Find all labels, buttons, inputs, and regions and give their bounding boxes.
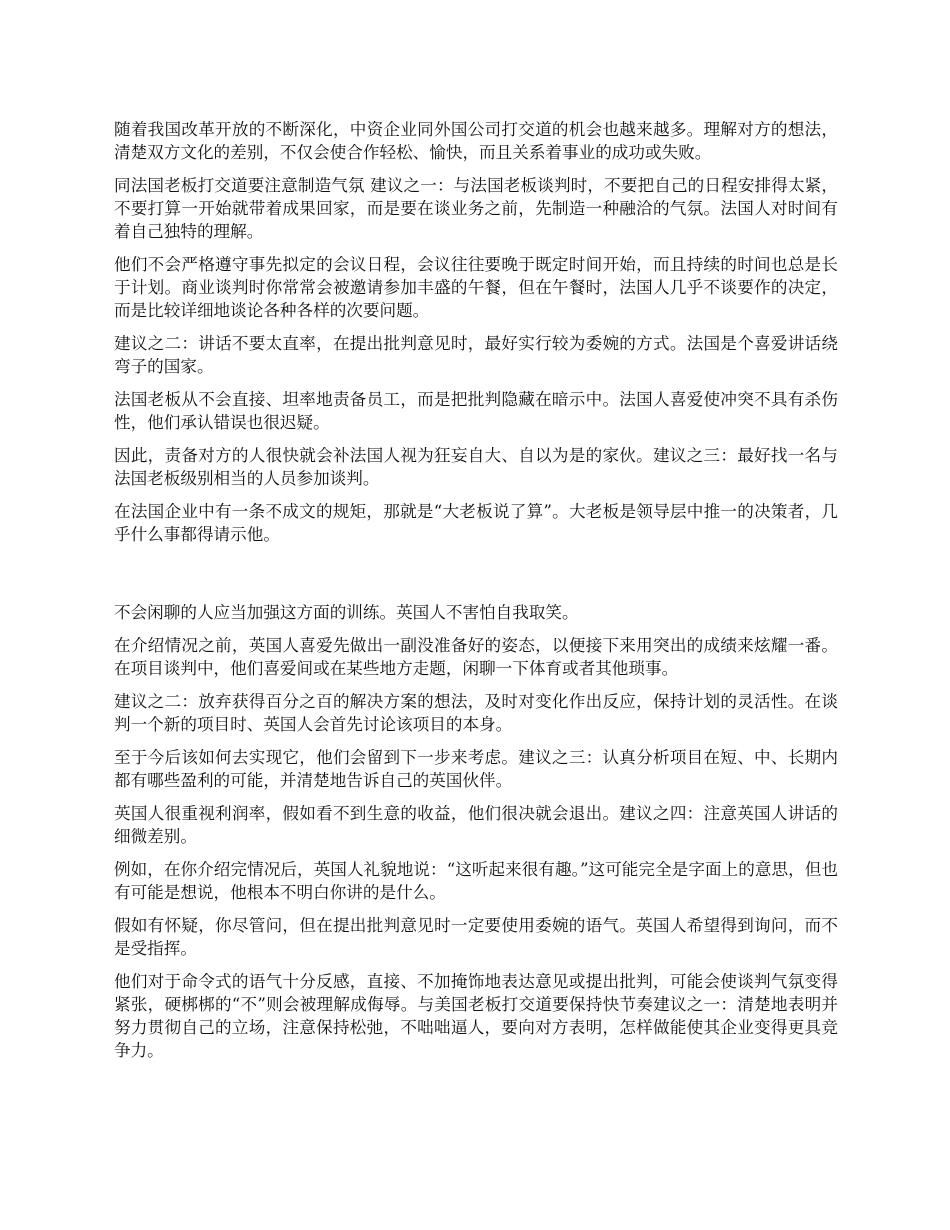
paragraph: 在法国企业中有一条不成文的规矩，那就是“大老板说了算”。大老板是领导层中推一的决策者，几乎什么事都得请示他。 bbox=[114, 502, 838, 544]
section-french-negotiation bbox=[114, 118, 838, 546]
paragraph: 至于今后该如何去实现它，他们会留到下一步来考虑。建议之三：认真分析项目在短、中、长期内都有哪些盈利的可能，并清楚地告诉自己的英国伙伴。 bbox=[114, 748, 838, 790]
paragraph: 建议之二：放弃获得百分之百的解决方案的想法，及时对变化作出反应，保持计划的灵活性。在谈判一个新的项目时、英国人会首先讨论该项目的本身。 bbox=[114, 692, 838, 734]
paragraph: 在介绍情况之前，英国人喜爱先做出一副没准备好的姿态，以便接下来用突出的成绩来炫耀一番。在项目谈判中，他们喜爱间或在某些地方走题，闲聊一下体育或者其他琐事。 bbox=[114, 636, 838, 678]
paragraph: 例如，在你介绍完情况后，英国人礼貌地说：“这听起来很有趣。”这可能完全是字面上的意思，但也有可能是想说，他根本不明白你讲的是什么。 bbox=[114, 860, 838, 902]
paragraph: 法国老板从不会直接、坦率地责备员工，而是把批判隐藏在暗示中。法国人喜爱使冲突不具有杀伤性，他们承认错误也很迟疑。 bbox=[114, 390, 838, 432]
paragraph: 不会闲聊的人应当加强这方面的训练。英国人不害怕自我取笑。 bbox=[114, 603, 579, 622]
paragraph: 英国人很重视利润率，假如看不到生意的收益，他们很决就会退出。建议之四：注意英国人讲话的细微差别。 bbox=[114, 804, 838, 846]
paragraph: 同法国老板打交道要注意制造气氛 建议之一：与法国老板谈判时，不要把自己的日程安排得太紧，不要打算一开始就带着成果回家，而是要在谈业务之前，先制造一种融洽的气氛。法国人对时间有着自己独特的理解。 bbox=[114, 176, 838, 241]
paragraph: 他们不会严格遵守事先拟定的会议日程，会议往往要晚于既定时间开始，而且持续的时间也总是长于计划。商业谈判时你常常会被邀请参加丰盛的午餐，但在午餐时，法国人几乎不谈要作的决定，而是比较详细地谈论各种各样的次要问题。 bbox=[114, 255, 838, 320]
paragraph: 随着我国改革开放的不断深化，中资企业同外国公司打交道的机会也越来越多。理解对方的想法，清楚双方文化的差别，不仅会使合作轻松、愉快，而且关系着事业的成功或失败。 bbox=[114, 120, 838, 162]
paragraph: 建议之二：讲话不要太直率，在提出批判意见时，最好实行较为委婉的方式。法国是个喜爱讲话绕弯子的国家。 bbox=[114, 334, 838, 376]
paragraph: 因此，责备对方的人很快就会补法国人视为狂妄自大、自以为是的家伙。建议之三：最好找一名与法国老板级别相当的人员参加谈判。 bbox=[114, 446, 838, 488]
document-page bbox=[114, 118, 838, 1072]
paragraph: 他们对于命令式的语气十分反感，直接、不加掩饰地表达意见或提出批判，可能会使谈判气氛变得紧张，硬梆梆的“不”则会被理解成侮辱。与美国老板打交道要保持快节奏建议之一：清楚地表明并努力贯彻自己的立场，注意保持松弛，不咄咄逼人，要向对方表明，怎样做能使其企业变得更具竞争力。 bbox=[114, 972, 838, 1060]
paragraph: 假如有怀疑，你尽管问，但在提出批判意见时一定要使用委婉的语气。英国人希望得到询问，而不是受指挥。 bbox=[114, 916, 838, 958]
section-english-negotiation bbox=[114, 601, 838, 1062]
section-spacer bbox=[114, 556, 838, 601]
